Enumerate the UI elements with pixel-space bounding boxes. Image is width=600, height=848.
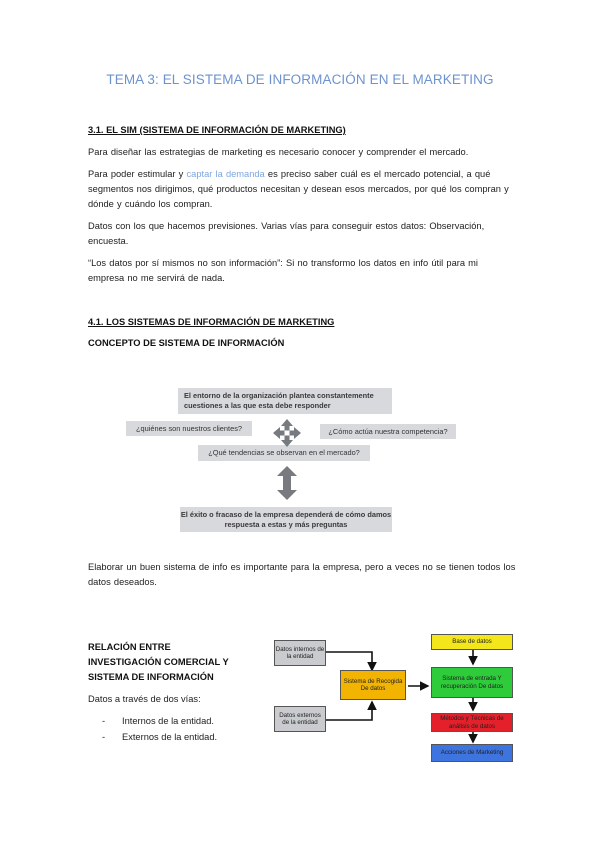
question-trends-box: ¿Qué tendencias se observan en el mercado? bbox=[198, 445, 370, 461]
paragraph-4: “Los datos por sí mismos no son información”: Si no transformo los datos en info útil para mi empresa no me servirá de nada. bbox=[88, 258, 478, 283]
environment-box: El entorno de la organización plantea constantemente cuestiones a las que esta debe responder bbox=[178, 388, 392, 414]
marketing-actions-box: Acciones de Marketing bbox=[431, 744, 513, 762]
section-4-1-heading: 4.1. LOS SISTEMAS DE INFORMACIÓN DE MARKETING bbox=[88, 317, 335, 327]
page-title: TEMA 3: EL SISTEMA DE INFORMACIÓN EN EL MARKETING bbox=[106, 72, 494, 87]
captar-demanda-link[interactable]: captar la demanda bbox=[186, 169, 265, 179]
paragraph-2-pre: Para poder estimular y bbox=[88, 169, 187, 179]
question-clients-box: ¿quiénes son nuestros clientes? bbox=[126, 421, 252, 436]
relation-heading-line-2: INVESTIGACIÓN COMERCIAL Y bbox=[88, 657, 229, 667]
list-item-text: Internos de la entidad. bbox=[122, 716, 215, 726]
internal-data-box: Datos internos de la entidad bbox=[274, 640, 326, 666]
database-box: Base de datos bbox=[431, 634, 513, 650]
paragraph-1: Para diseñar las estrategias de marketing es necesario conocer y comprender el mercado. bbox=[88, 147, 469, 157]
analysis-methods-box: Métodos y Técnicas de análisis de datos bbox=[431, 713, 513, 732]
external-data-box: Datos externos de la entidad bbox=[274, 706, 326, 732]
vertical-double-arrow-icon bbox=[276, 466, 298, 500]
data-collection-box: Sistema de Recogida De datos bbox=[340, 670, 406, 700]
list-item bbox=[102, 732, 217, 742]
four-way-arrow-icon bbox=[272, 418, 302, 448]
vias-text: Datos a través de dos vías: bbox=[88, 694, 201, 704]
paragraph-2-post: es preciso saber cuál es el mercado potencial, a qué segmentos nos dirigimos, qué productos necesitan y desean esos mercados, por qué los compran y dónde y cuándo los compran. bbox=[88, 169, 509, 209]
list-item bbox=[102, 716, 214, 726]
list-dash: - bbox=[102, 732, 106, 742]
relation-heading-line-1: RELACIÓN ENTRE bbox=[88, 642, 171, 652]
paragraph-2 bbox=[88, 167, 516, 212]
paragraph-3: Datos con los que hacemos previsiones. Varias vías para conseguir estos datos: Observación, encuesta. bbox=[88, 221, 485, 246]
concept-subheading: CONCEPTO DE SISTEMA DE INFORMACIÓN bbox=[88, 338, 285, 348]
list-item-text: Externos de la entidad. bbox=[122, 732, 218, 742]
relation-heading-line-3: SISTEMA DE INFORMACIÓN bbox=[88, 672, 214, 682]
section-3-1-heading: 3.1. EL SIM (SISTEMA DE INFORMACIÓN DE MARKETING) bbox=[88, 125, 346, 135]
question-competition-box: ¿Cómo actúa nuestra competencia? bbox=[320, 424, 456, 439]
success-box: El éxito o fracaso de la empresa dependerá de cómo damos respuesta a estas y más preguntas bbox=[180, 507, 392, 532]
entry-retrieval-box: Sistema de entrada Y recuperación De datos bbox=[431, 667, 513, 698]
list-dash: - bbox=[102, 716, 106, 726]
paragraph-5: Elaborar un buen sistema de info es importante para la empresa, pero a veces no se tienen todos los datos deseados. bbox=[88, 562, 516, 587]
